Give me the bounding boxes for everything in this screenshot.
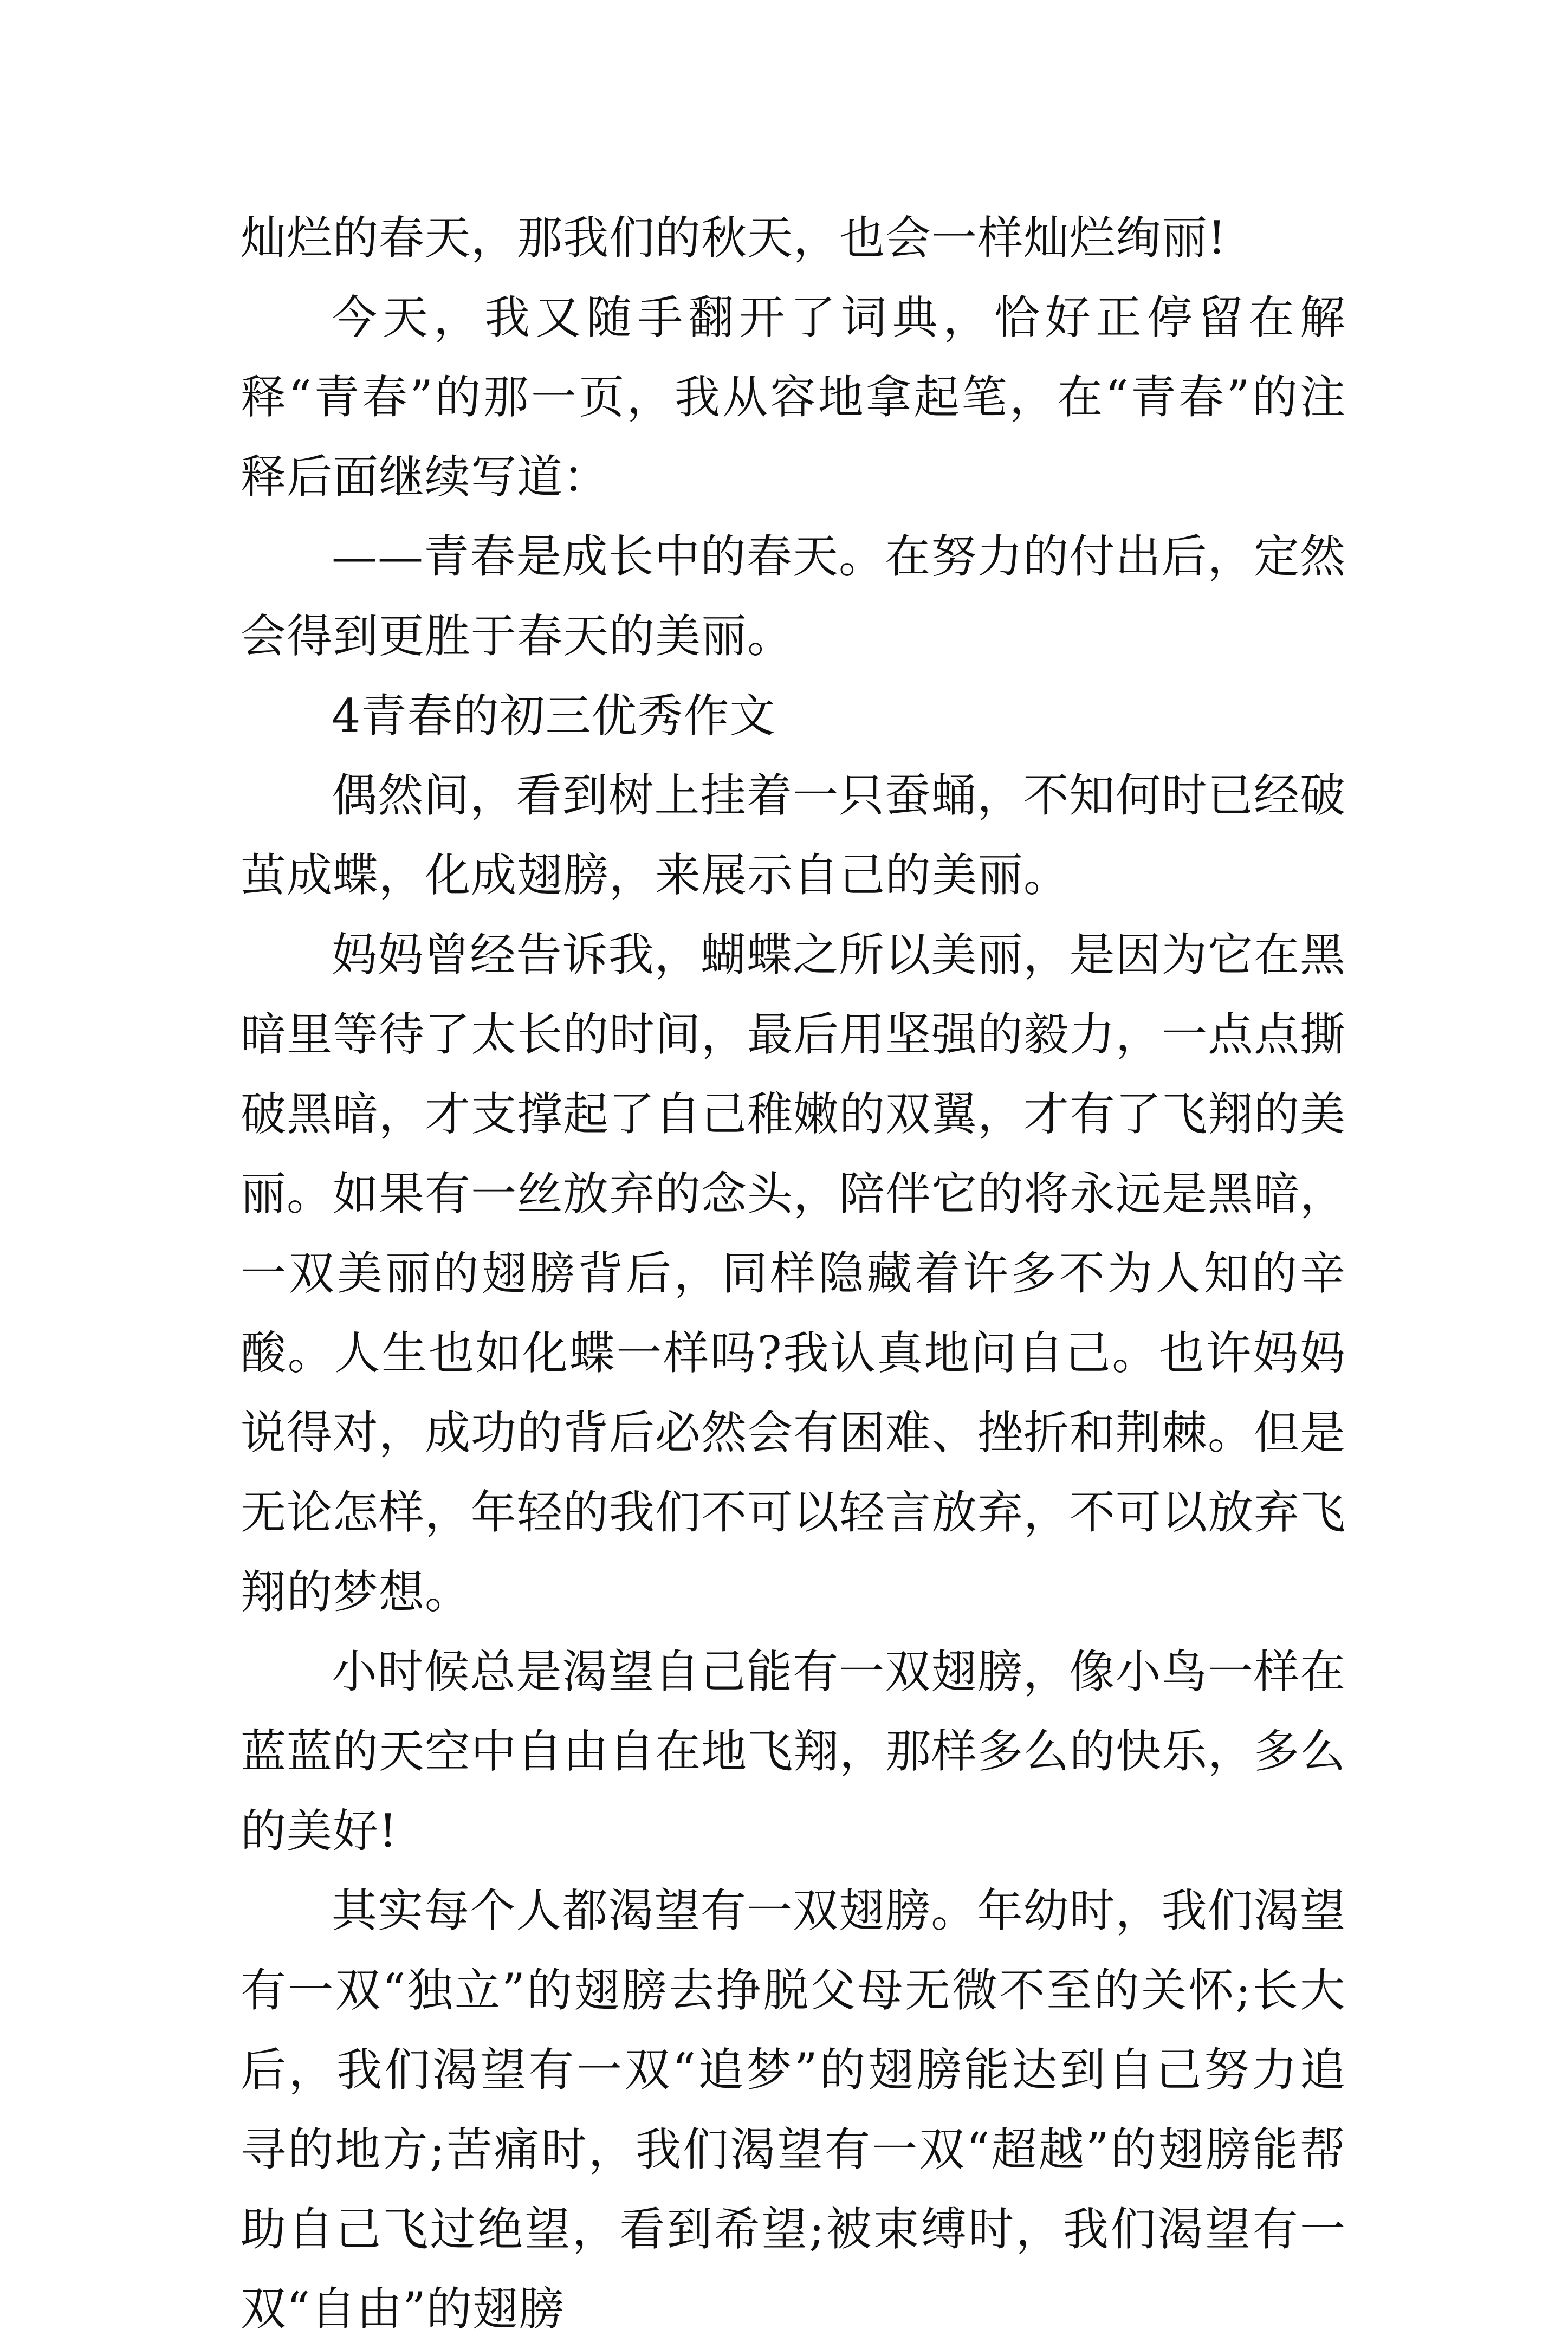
- essay-text: [241, 198, 1346, 2349]
- paragraph-youth-definition: ——青春是成长中的春天。在努力的付出后，定然会得到更胜于春天的美丽。: [241, 530, 1346, 663]
- paragraph-everyone-wings: 其实每个人都渴望有一双翅膀。年幼时，我们渴望有一双“独立”的翅膀去挣脱父母无微不至的关怀;长大后，我们渴望有一双“追梦”的翅膀能达到自己努力追寻的地方;苦痛时，我们渴望有一双“超越”的翅膀能帮助自己飞过绝望，看到希望;被束缚时，我们渴望有一双“自由”的翅膀: [241, 1884, 1346, 2335]
- paragraph-childhood-wings: 小时候总是渴望自己能有一双翅膀，像小鸟一样在蓝蓝的天空中自由自在地飞翔，那样多么的快乐，多么的美好!: [241, 1645, 1346, 1858]
- paragraph-cocoon: 偶然间，看到树上挂着一只蚕蛹，不知何时已经破茧成蝶，化成翅膀，来展示自己的美丽。: [241, 769, 1346, 902]
- essay-heading: 4青春的初三优秀作文: [332, 689, 776, 742]
- continuation-paragraph: 灿烂的春天，那我们的秋天，也会一样灿烂绚丽!: [241, 211, 1227, 264]
- paragraph-dictionary: 今天，我又随手翻开了词典，恰好正停留在解释“青春”的那一页，我从容地拿起笔，在“青春”的注释后面继续写道：: [241, 291, 1346, 503]
- paragraph-butterfly: 妈妈曾经告诉我，蝴蝶之所以美丽，是因为它在黑暗里等待了太长的时间，最后用坚强的毅力，一点点撕破黑暗，才支撑起了自己稚嫩的双翼，才有了飞翔的美丽。如果有一丝放弃的念头，陪伴它的将永远是黑暗，一双美丽的翅膀背后，同样隐藏着许多不为人知的辛酸。人生也如化蝶一样吗?我认真地问自己。也许妈妈说得对，成功的背后必然会有困难、挫折和荆棘。但是无论怎样，年轻的我们不可以轻言放弃，不可以放弃飞翔的梦想。: [241, 928, 1346, 1619]
